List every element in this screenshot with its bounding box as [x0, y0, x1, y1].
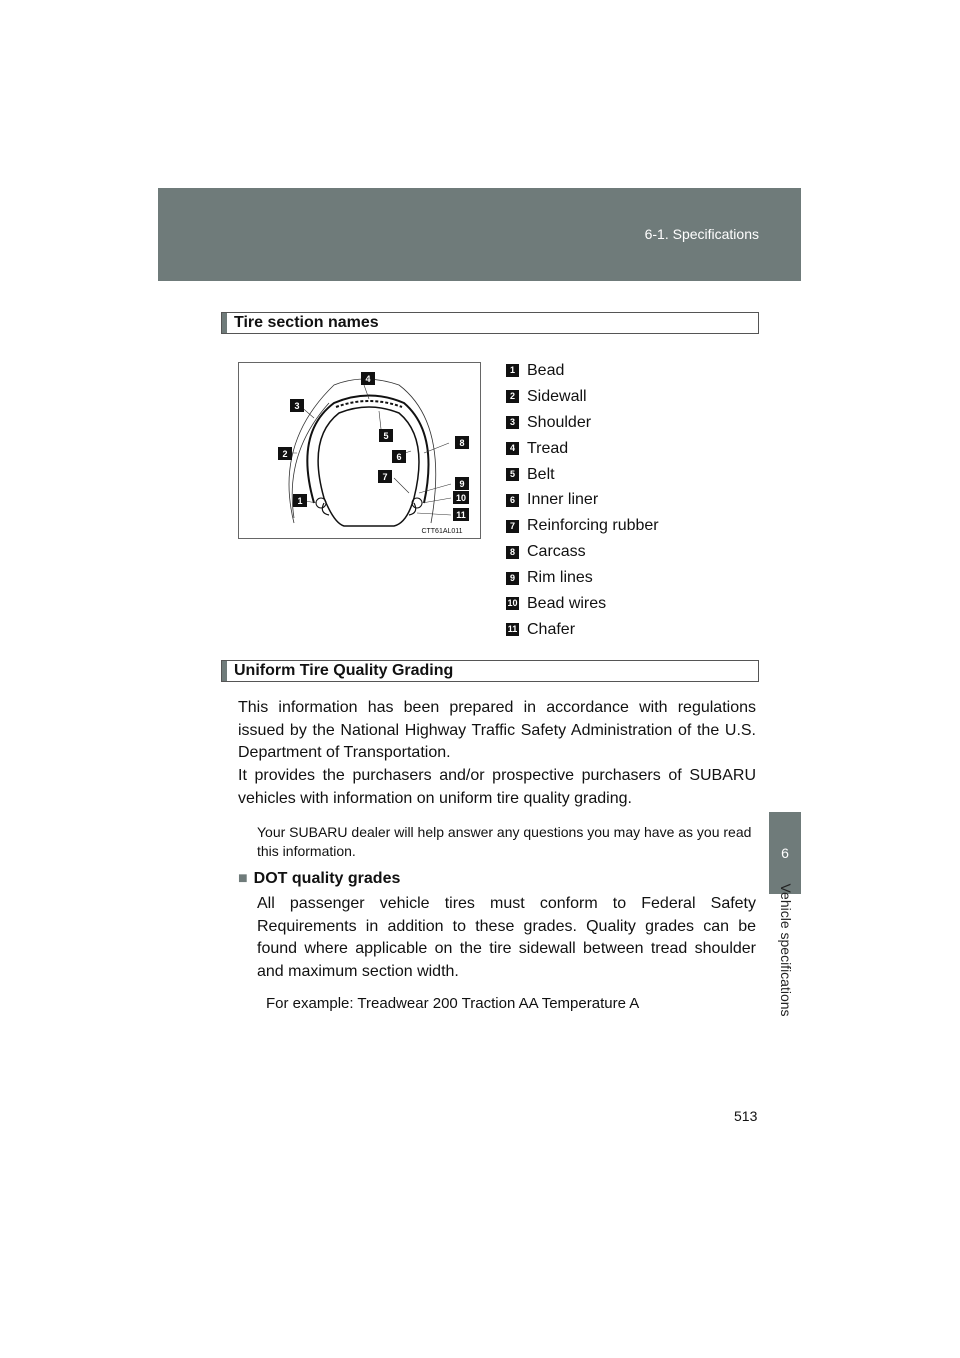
list-item	[506, 539, 659, 565]
part-number-badge: 8	[506, 546, 519, 559]
svg-text:1: 1	[297, 496, 303, 506]
utqg-heading: Uniform Tire Quality Grading	[221, 660, 759, 682]
part-number-badge: 1	[506, 364, 519, 377]
chapter-tab: 6	[769, 812, 801, 894]
part-number-badge: 10	[507, 598, 518, 609]
list-item	[506, 487, 659, 513]
svg-text:3: 3	[294, 401, 300, 411]
list-item	[506, 410, 659, 436]
figure-code: CTT61AL011	[421, 528, 463, 535]
part-label: Carcass	[527, 543, 586, 561]
tire-parts-legend	[506, 358, 659, 643]
part-number-badge: 3	[506, 416, 519, 429]
part-label: Rim lines	[527, 569, 593, 587]
part-number-badge: 9	[506, 572, 519, 585]
svg-text:5: 5	[383, 431, 389, 441]
svg-text:7: 7	[382, 472, 388, 482]
svg-text:9: 9	[459, 479, 465, 489]
list-item	[506, 384, 659, 410]
page-number: 513	[734, 1108, 758, 1124]
list-item	[506, 591, 659, 617]
utqg-paragraph-1: This information has been prepared in accordance with regulations issued by the National Highway Traffic Safety Administration of the U.S. Department of Transportation.	[238, 699, 756, 761]
example-text: For example: Treadwear 200 Traction AA Temperature A	[266, 995, 640, 1012]
part-number-badge: 7	[506, 520, 519, 533]
part-label: Reinforcing rubber	[527, 517, 659, 535]
chapter-title: Vehicle specifications	[778, 883, 794, 1017]
header-band	[158, 188, 801, 281]
dealer-note: Your SUBARU dealer will help answer any questions you may have as you read this information.	[257, 824, 752, 859]
svg-text:4: 4	[365, 374, 371, 384]
part-label: Tread	[527, 439, 569, 457]
list-item	[506, 462, 659, 488]
part-label: Inner liner	[527, 491, 599, 509]
tire-cross-section-figure	[238, 362, 481, 539]
dot-paragraph: All passenger vehicle tires must conform to Federal Safety Requirements in addition to these grades. Quality grades can be found where applicable on the tire sidewall between tread shoulder and maximum section width.	[257, 895, 756, 980]
dot-quality-grades-heading	[238, 870, 400, 888]
svg-text:8: 8	[459, 438, 465, 448]
part-label: Chafer	[527, 620, 576, 638]
part-number-badge: 6	[506, 494, 519, 507]
svg-text:11: 11	[456, 510, 466, 520]
tire-section-heading: Tire section names	[221, 312, 759, 334]
part-number-badge: 11	[507, 624, 518, 635]
part-number-badge: 2	[506, 390, 519, 403]
list-item	[506, 436, 659, 462]
square-bullet-icon: ■	[238, 870, 248, 887]
list-item	[506, 565, 659, 591]
part-number-badge: 5	[506, 468, 519, 481]
dot-heading-text: DOT quality grades	[253, 870, 401, 887]
list-item	[506, 513, 659, 539]
part-label: Belt	[527, 465, 555, 483]
svg-text:10: 10	[455, 493, 467, 503]
svg-text:2: 2	[282, 449, 288, 459]
tire-diagram	[239, 363, 480, 538]
list-item	[506, 617, 659, 643]
utqg-paragraph-2: It provides the purchasers and/or prospective purchasers of SUBARU vehicles with information on uniform tire quality grading.	[238, 767, 756, 807]
part-label: Bead	[527, 361, 565, 379]
part-label: Bead wires	[527, 594, 607, 612]
part-label: Sidewall	[527, 387, 587, 405]
list-item	[506, 358, 659, 384]
svg-text:6: 6	[396, 452, 402, 462]
part-number-badge: 4	[506, 442, 519, 455]
part-label: Shoulder	[527, 413, 592, 431]
section-title: 6-1. Specifications	[644, 226, 759, 242]
